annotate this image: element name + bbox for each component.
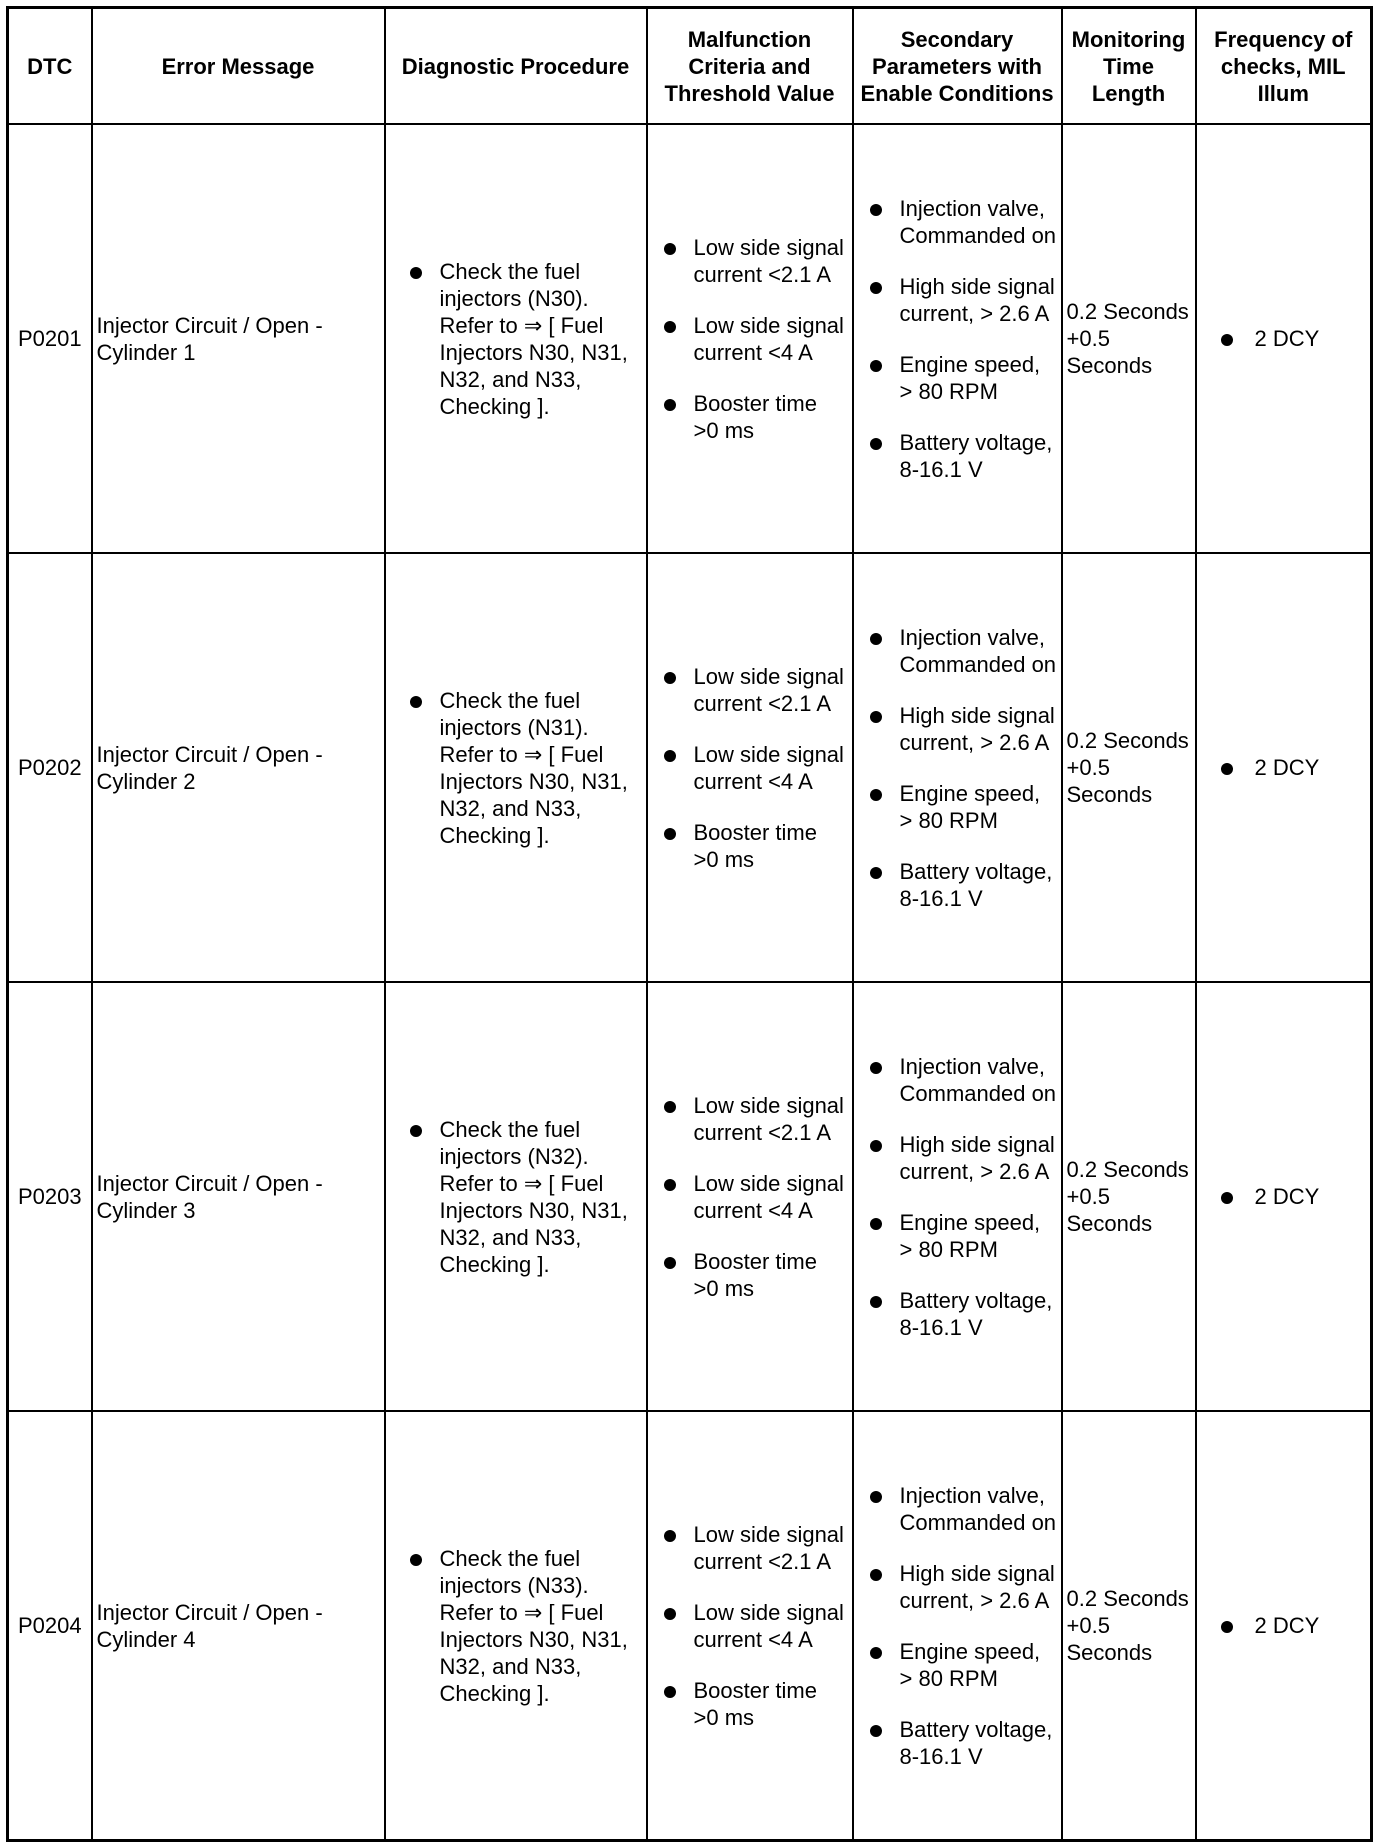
malfunction-item: Low side signal current <2.1 A	[652, 234, 848, 288]
frequency-item: 2 DCY	[1201, 1183, 1367, 1210]
secondary-item: Battery voltage, 8-16.1 V	[858, 1716, 1057, 1770]
secondary-item: Injection valve, Commanded on	[858, 624, 1057, 678]
malfunction-item: Low side signal current <4 A	[652, 1599, 848, 1653]
secondary-item: Engine speed, > 80 RPM	[858, 351, 1057, 405]
diagnostic-procedure-cell	[385, 553, 647, 982]
malfunction-criteria-cell	[647, 1411, 853, 1841]
dtc-code: P0202	[8, 553, 92, 982]
monitoring-time: 0.2 Seconds +0.5 Seconds	[1062, 1411, 1196, 1841]
procedure-item: Check the fuel injectors (N33). Refer to ⇒ [ Fuel Injectors N30, N31, N32, and N33, Checking ].	[390, 1545, 642, 1707]
frequency-cell	[1196, 124, 1372, 553]
dtc-code: P0201	[8, 124, 92, 553]
secondary-parameters-cell	[853, 1411, 1062, 1841]
malfunction-item: Low side signal current <2.1 A	[652, 663, 848, 717]
diagnostic-procedure-cell	[385, 982, 647, 1411]
header-malfunction-criteria: Malfunction Criteria and Threshold Value	[647, 8, 853, 125]
malfunction-criteria-cell	[647, 982, 853, 1411]
error-message: Injector Circuit / Open - Cylinder 4	[92, 1411, 385, 1841]
table-row	[8, 1411, 1372, 1841]
table-row	[8, 124, 1372, 553]
header-row	[8, 8, 1372, 125]
procedure-item: Check the fuel injectors (N32). Refer to ⇒ [ Fuel Injectors N30, N31, N32, and N33, Checking ].	[390, 1116, 642, 1278]
header-error-message: Error Message	[92, 8, 385, 125]
error-message: Injector Circuit / Open - Cylinder 1	[92, 124, 385, 553]
secondary-item: Engine speed, > 80 RPM	[858, 1638, 1057, 1692]
malfunction-item: Booster time >0 ms	[652, 1248, 848, 1302]
diagnostic-procedure-cell	[385, 1411, 647, 1841]
monitoring-time: 0.2 Seconds +0.5 Seconds	[1062, 982, 1196, 1411]
malfunction-item: Low side signal current <4 A	[652, 741, 848, 795]
malfunction-item: Low side signal current <4 A	[652, 312, 848, 366]
header-diagnostic-procedure: Diagnostic Procedure	[385, 8, 647, 125]
secondary-item: High side signal current, > 2.6 A	[858, 273, 1057, 327]
secondary-item: Battery voltage, 8-16.1 V	[858, 1287, 1057, 1341]
secondary-item: Injection valve, Commanded on	[858, 1053, 1057, 1107]
secondary-item: Injection valve, Commanded on	[858, 1482, 1057, 1536]
malfunction-item: Low side signal current <4 A	[652, 1170, 848, 1224]
frequency-cell	[1196, 982, 1372, 1411]
secondary-item: High side signal current, > 2.6 A	[858, 702, 1057, 756]
error-message: Injector Circuit / Open - Cylinder 2	[92, 553, 385, 982]
frequency-cell	[1196, 553, 1372, 982]
malfunction-criteria-cell	[647, 124, 853, 553]
secondary-item: Engine speed, > 80 RPM	[858, 1209, 1057, 1263]
malfunction-item: Booster time >0 ms	[652, 390, 848, 444]
malfunction-item: Booster time >0 ms	[652, 819, 848, 873]
table-row	[8, 553, 1372, 982]
secondary-item: Injection valve, Commanded on	[858, 195, 1057, 249]
monitoring-time: 0.2 Seconds +0.5 Seconds	[1062, 553, 1196, 982]
dtc-code: P0204	[8, 1411, 92, 1841]
procedure-item: Check the fuel injectors (N30). Refer to ⇒ [ Fuel Injectors N30, N31, N32, and N33, Checking ].	[390, 258, 642, 420]
frequency-item: 2 DCY	[1201, 754, 1367, 781]
header-dtc: DTC	[8, 8, 92, 125]
malfunction-item: Booster time >0 ms	[652, 1677, 848, 1731]
procedure-item: Check the fuel injectors (N31). Refer to ⇒ [ Fuel Injectors N30, N31, N32, and N33, Checking ].	[390, 687, 642, 849]
malfunction-item: Low side signal current <2.1 A	[652, 1092, 848, 1146]
frequency-item: 2 DCY	[1201, 325, 1367, 352]
secondary-item: Battery voltage, 8-16.1 V	[858, 429, 1057, 483]
monitoring-time: 0.2 Seconds +0.5 Seconds	[1062, 124, 1196, 553]
secondary-item: Battery voltage, 8-16.1 V	[858, 858, 1057, 912]
secondary-item: High side signal current, > 2.6 A	[858, 1131, 1057, 1185]
secondary-item: High side signal current, > 2.6 A	[858, 1560, 1057, 1614]
secondary-parameters-cell	[853, 553, 1062, 982]
frequency-item: 2 DCY	[1201, 1612, 1367, 1639]
secondary-parameters-cell	[853, 124, 1062, 553]
error-message: Injector Circuit / Open - Cylinder 3	[92, 982, 385, 1411]
dtc-table	[6, 6, 1373, 1842]
malfunction-criteria-cell	[647, 553, 853, 982]
header-monitoring-time: Monitoring Time Length	[1062, 8, 1196, 125]
header-secondary-parameters: Secondary Parameters with Enable Conditions	[853, 8, 1062, 125]
table-row	[8, 982, 1372, 1411]
diagnostic-procedure-cell	[385, 124, 647, 553]
malfunction-item: Low side signal current <2.1 A	[652, 1521, 848, 1575]
secondary-item: Engine speed, > 80 RPM	[858, 780, 1057, 834]
secondary-parameters-cell	[853, 982, 1062, 1411]
header-frequency: Frequency of checks, MIL Illum	[1196, 8, 1372, 125]
frequency-cell	[1196, 1411, 1372, 1841]
dtc-code: P0203	[8, 982, 92, 1411]
